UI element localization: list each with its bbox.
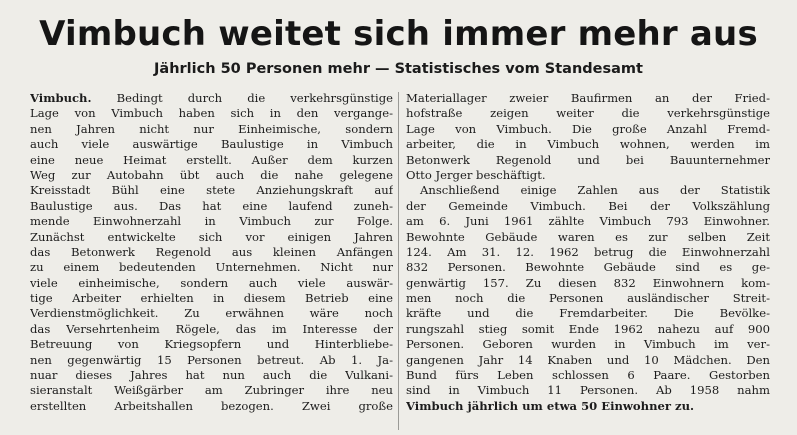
text-line: tige Arbeiter erhielten in diesem Betrieb eine [30, 291, 393, 306]
text-line: Kreisstadt Bühl eine stete Anziehungskraft auf [30, 183, 393, 198]
text-line: Zunächst entwickelte sich vor einigen Jahren [30, 229, 393, 244]
text-line: viele einheimische, sondern auch viele auswär- [30, 275, 393, 290]
text-line: auch viele auswärtige Baulustige in Vimbuch [30, 137, 393, 152]
text-line: Betreuung von Kriegsopfern und Hinterbliebe- [30, 337, 393, 352]
article-left-column [30, 91, 393, 414]
text-line: Personen. Geboren wurden in Vimbuch im ver- [406, 337, 770, 352]
text-line: das Versehrtenheim Rögele, das im Interesse der [30, 321, 393, 336]
text-line: zu einem bedeutenden Unternehmen. Nicht nur [30, 260, 393, 275]
text-line: nen Jahren nicht nur Einheimische, sondern [30, 121, 393, 136]
text-line: rungszahl stieg somit Ende 1962 nahezu auf 900 [406, 321, 770, 336]
text-line: das Betonwerk Regenold aus kleinen Anfängen [30, 244, 393, 259]
text-line: eine neue Heimat erstellt. Außer dem kurzen [30, 152, 393, 167]
text-line: Bewohnte Gebäude waren es zur selben Zeit [406, 229, 770, 244]
text-line: der Gemeinde Vimbuch. Bei der Volkszählung [406, 198, 770, 213]
text-line: genwärtig 157. Zu diesen 832 Einwohnern kom- [406, 275, 770, 290]
text-line: men noch die Personen ausländischer Streit- [406, 291, 770, 306]
text-line: Baulustige aus. Das hat eine laufend zuneh- [30, 198, 393, 213]
article-headline: Vimbuch weitet sich immer mehr aus [39, 14, 758, 54]
text-line: mende Einwohnerzahl in Vimbuch zur Folge. [30, 214, 393, 229]
text-line: 124. Am 31. 12. 1962 betrug die Einwohnerzahl [406, 244, 770, 259]
text-line: erstellten Arbeitshallen bezogen. Zwei große [30, 398, 393, 413]
text-line: gangenen Jahr 14 Knaben und 10 Mädchen. Den [406, 352, 770, 367]
text-line: nuar dieses Jahres hat nun auch die Vulkani- [30, 368, 393, 383]
text-line [30, 91, 393, 106]
article-dateline: Vimbuch. [30, 91, 92, 105]
text-line: nen gegenwärtig 15 Personen betreut. Ab 1. Ja- [30, 352, 393, 367]
text-line: Weg zur Autobahn übt auch die nahe gelegene [30, 167, 393, 182]
article-right-column [406, 91, 770, 414]
text-line: Anschließend einige Zahlen aus der Statistik [420, 183, 770, 198]
text-line: hofstraße zeigen weiter die verkehrsgünstige [406, 106, 770, 121]
text-line: Verdienstmöglichkeit. Zu erwähnen wäre noch [30, 306, 393, 321]
text-line: arbeiter, die in Vimbuch wohnen, werden im [406, 137, 770, 152]
article-subheadline: Jährlich 50 Personen mehr — Statistisches vom Standesamt [154, 61, 643, 77]
text-line: Lage von Vimbuch. Die große Anzahl Fremd- [406, 121, 770, 136]
text-line: Bund fürs Leben schlossen 6 Paare. Gestorben [406, 368, 770, 383]
text-line: Betonwerk Regenold und bei Bauunternehmer [406, 152, 770, 167]
text-line: Lage von Vimbuch haben sich in den vergange- [30, 106, 393, 121]
text-line: sind in Vimbuch 11 Personen. Ab 1958 nahm [406, 383, 770, 398]
text-line-content: Bedingt durch die verkehrsgünstige [116, 91, 393, 105]
text-line: 832 Personen. Bewohnte Gebäude sind es ge- [406, 260, 770, 275]
text-line: Vimbuch jährlich um etwa 50 Einwohner zu. [406, 398, 695, 413]
text-line: Materiallager zweier Baufirmen an der Fried- [406, 91, 770, 105]
text-line: am 6. Juni 1961 zählte Vimbuch 793 Einwohner. [406, 214, 770, 229]
text-line: Otto Jerger beschäftigt. [406, 167, 546, 182]
text-line: kräfte und die Fremdarbeiter. Die Bevölke- [406, 306, 770, 321]
column-divider [398, 92, 399, 430]
text-line: sieranstalt Weißgärber am Zubringer ihre neu [30, 383, 393, 398]
